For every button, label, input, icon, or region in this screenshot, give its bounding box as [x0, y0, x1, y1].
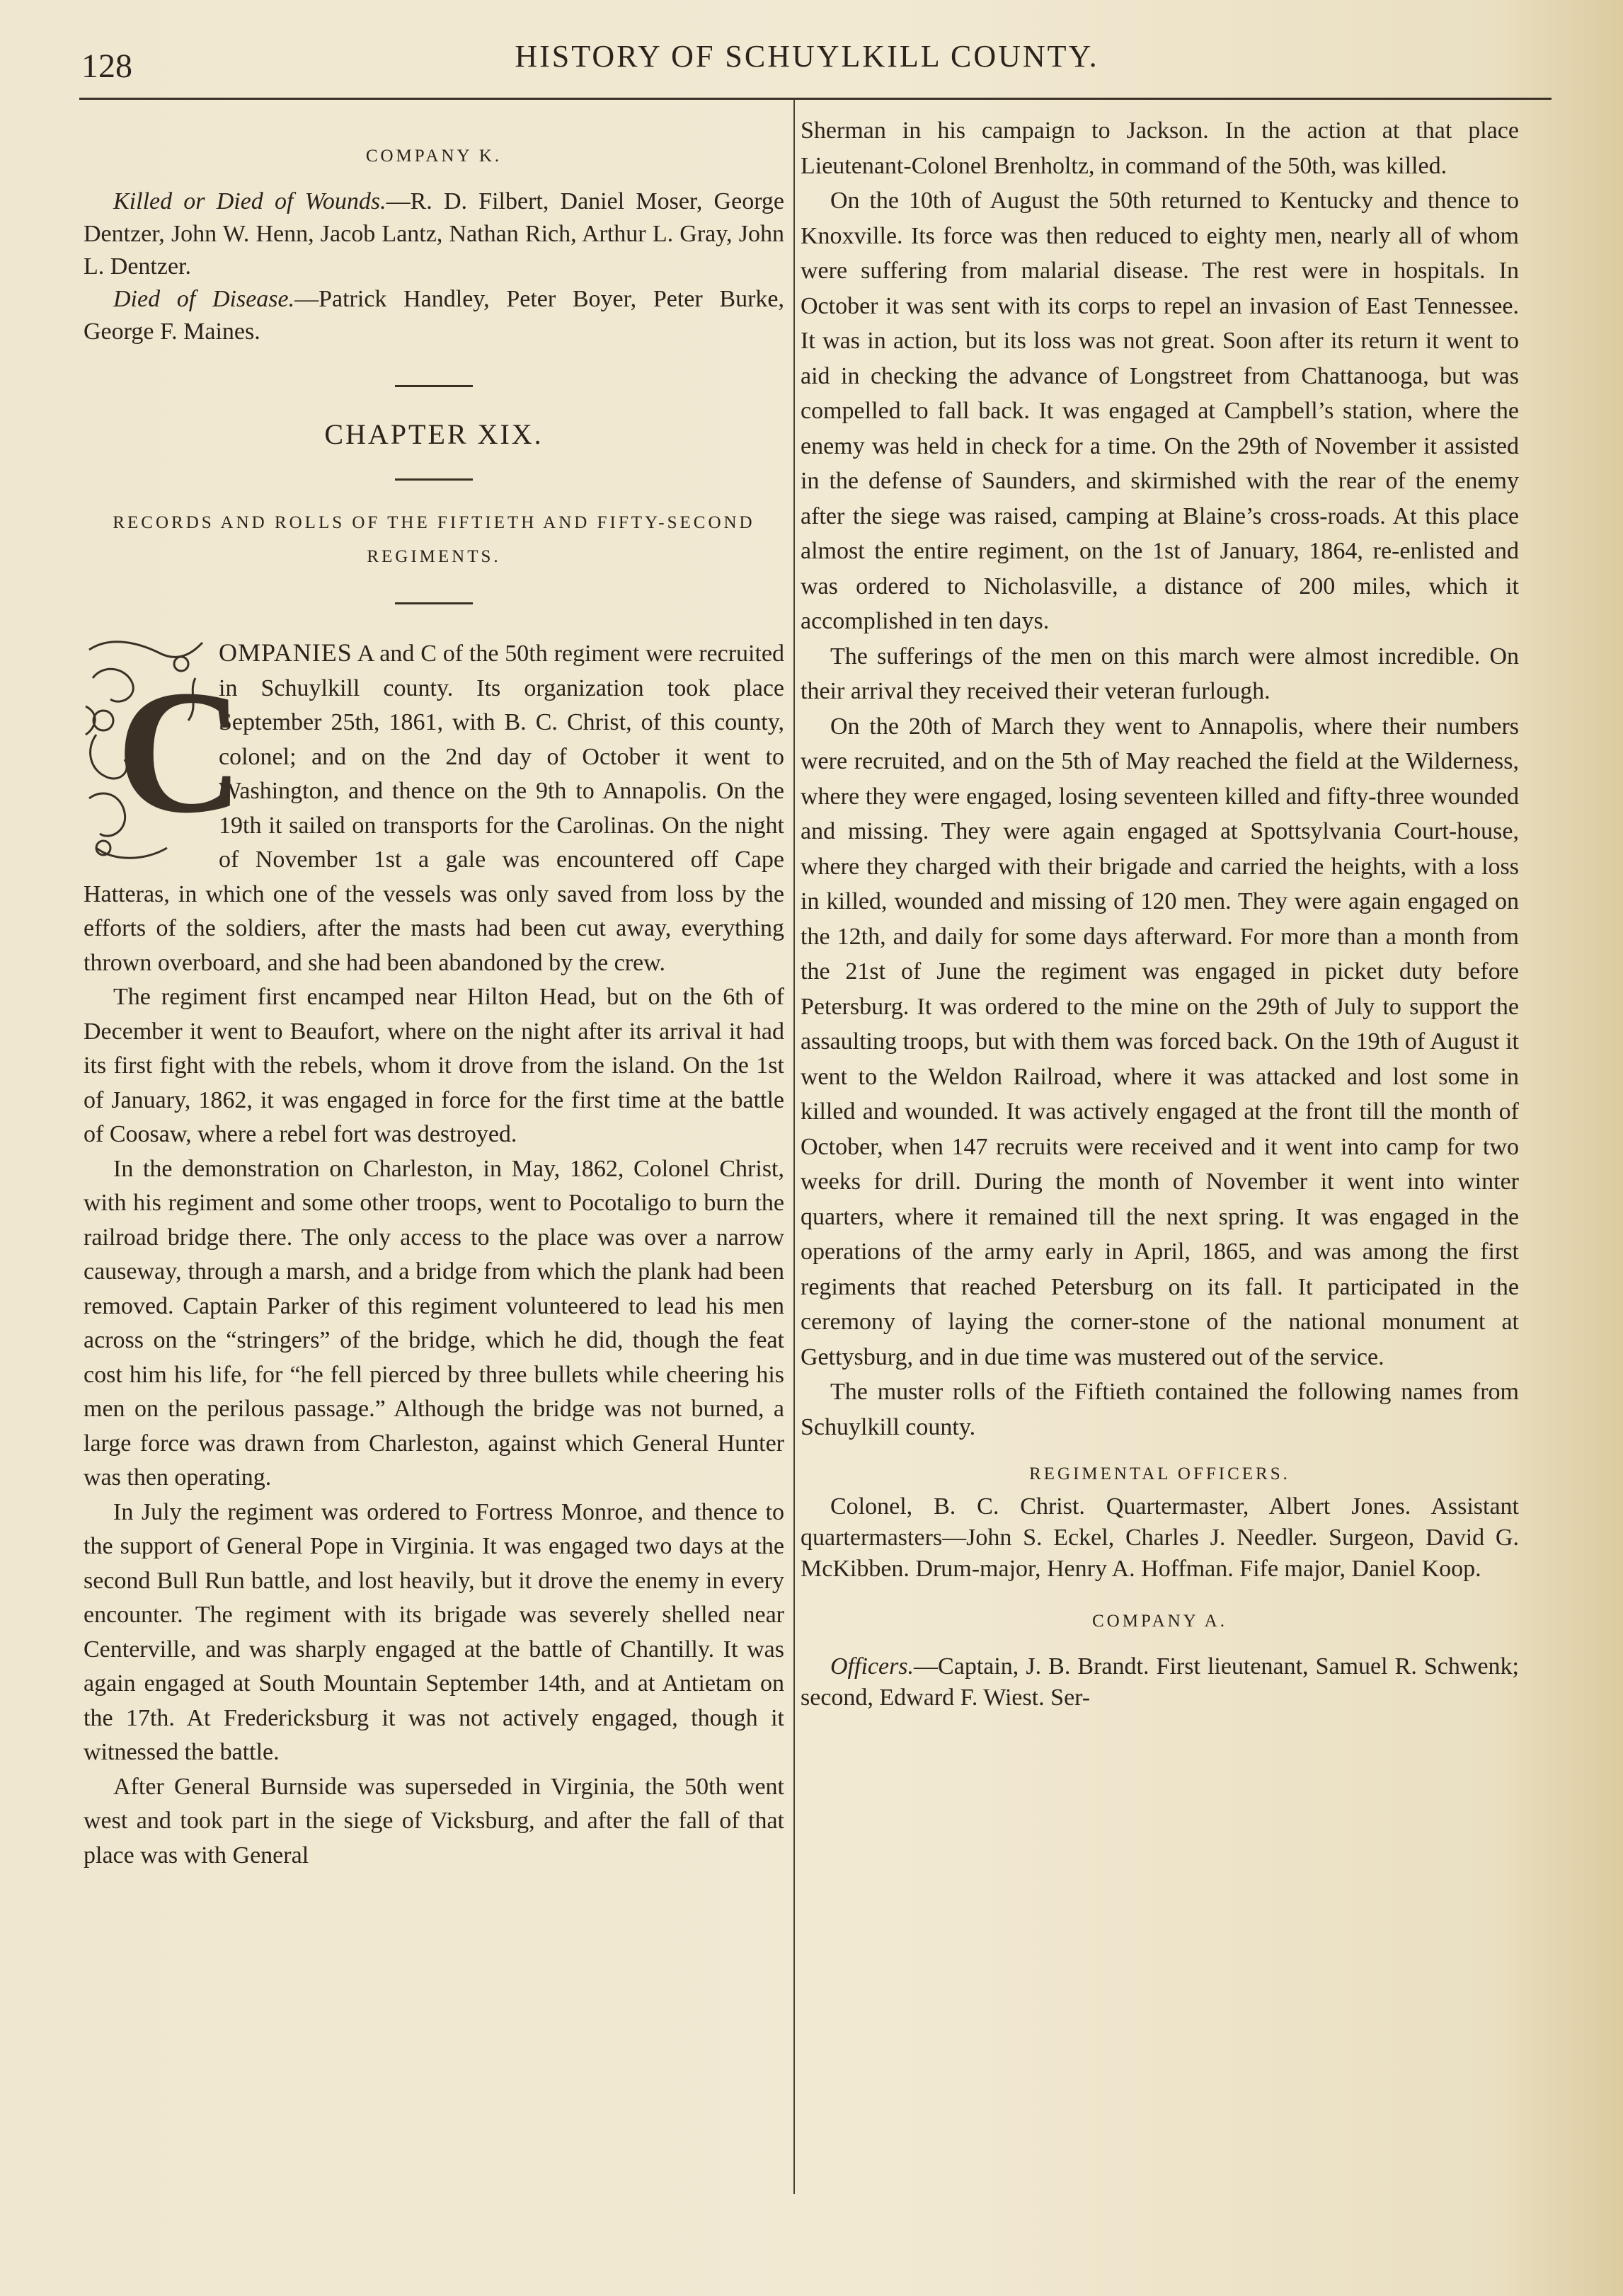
paragraph-1-text: A and C of the 50th regiment were recruited in Schuylkill county. Its organization took place September 25th, 1861, with B. C. Christ, of this county, colonel; and on the 2nd day of October it went to Washington, and thence on the 9th to Annapolis. On the 19th it sailed on transports for the Carolinas. On the night of November 1st a gale was encountered off Cape Hatteras, in which one of the vessels was only saved from loss by the efforts of the soldiers, after the masts had been cut away, everything thrown overboard, and she had been abandoned by the crew.: [84, 641, 785, 976]
killed-label: Killed or Died of Wounds.: [113, 188, 386, 214]
column-divider: [793, 99, 795, 2194]
right-paragraph-2: On the 10th of August the 50th returned to Kentucky and thence to Knoxville. Its force was then reduced to eighty men, nearly all of whom were suffering from malarial disease. The rest were in hospitals. In October it was sent with its corps to repel an invasion of East Tennessee. It was in action, but its loss was not great. Soon after its return it went to aid in checking the advance of Longstreet from Chattanooga, but was compelled to fall back. It was engaged at Campbell’s station, where the enemy was held in check for a time. On the 29th of November it assisted in the defense of Saunders, and skirmished with the rear of the enemy after the siege was raised, camping at Blaine’s cross-roads. At this place almost the entire regiment, on the 1st of January, 1864, re-enlisted and was ordered to Nicholasville, a distance of 200 miles, which it accomplished in ten days.: [801, 188, 1519, 634]
lead-word: OMPANIES: [219, 638, 352, 667]
running-head: HISTORY OF SCHUYLKILL COUNTY.: [515, 39, 1099, 74]
paragraph-5: After General Burnside was superseded in Virginia, the 50th went west and took part in the siege of Vicksburg, and after the fall of that place was with General: [84, 1773, 784, 1869]
officers-names: —Captain, J. B. Brandt. First lieutenant, Samuel R. Schwenk; second, Edward F. Wiest. Ser-: [801, 1653, 1519, 1711]
officers-label: Officers.: [830, 1653, 914, 1680]
right-paragraph-3: The sufferings of the men on this march were almost incredible. On their arrival they received their veteran furlough.: [801, 643, 1519, 704]
company-k-disease: [84, 283, 784, 348]
right-paragraph-4: On the 20th of March they went to Annapolis, where their numbers were recruited, and on the 5th of May reached the field at the Wilderness, where they were engaged, losing seventeen killed and fifty-three wounded and missing. They were again engaged at Spottsylvania Court-house, where they charged with their brigade and carried the heights, with a loss in killed, wounded and missing of 120 men. They were again engaged on the 12th, and daily for some days afterward. For more than a month from the 21st of June the regiment was engaged in picket duty before Petersburg. It was ordered to the mine on the 29th of July to support the assaulting troops, but with them was forced back. On the 19th of August it went to the Weldon Railroad, where it was attacked and lost some in killed and wounded. It was actively engaged at the front till the month of October, when 147 recruits were received and it went into camp for two weeks for drill. During the month of November it went into winter quarters, where it remained till the next spring. It was engaged in the operations of the army early in April, 1865, and was among the first regiments that reached Petersburg on its fall. It participated in the ceremony of laying the corner-stone of the national monument at Gettysburg, and in due time was mustered out of the service.: [801, 713, 1519, 1370]
company-a-officers: [801, 1651, 1519, 1714]
left-column: [84, 113, 784, 1873]
killed-names: —R. D. Filbert, Daniel Moser, George Dentzer, John W. Henn, Jacob Lantz, Nathan Rich, Arthur L. Gray, John L. Dentzer.: [84, 188, 785, 280]
chapter-body: [84, 636, 784, 1873]
disease-label: Died of Disease.: [113, 285, 295, 312]
drop-cap-letter: C: [116, 654, 244, 850]
right-paragraph-1: Sherman in his campaign to Jackson. In the action at that place Lieutenant-Colonel Brenholtz, in command of the 50th, was killed.: [801, 117, 1519, 179]
header-rule: [79, 98, 1552, 100]
right-paragraph-5: The muster rolls of the Fiftieth contained the following names from Schuylkill county.: [801, 1379, 1519, 1440]
chapter-title: RECORDS AND ROLLS OF THE FIFTIETH AND FIFTY-SECOND REGIMENTS.: [113, 513, 755, 566]
company-a-heading: COMPANY A.: [1092, 1612, 1227, 1631]
chapter-heading: CHAPTER XIX.: [324, 418, 544, 450]
paragraph-2: The regiment first encamped near Hilton Head, but on the 6th of December it went to Beaufort, where on the night after its arrival it had its first fight with the rebels, whom it drove from the island. On the 1st of January, 1862, it was engaged in force for the first time at the battle of Coosaw, where a rebel fort was destroyed.: [84, 984, 784, 1147]
disease-names: —Patrick Handley, Peter Boyer, Peter Burke, George F. Maines.: [84, 285, 784, 345]
ornamental-initial: [82, 636, 244, 866]
page-number: 128: [81, 47, 132, 85]
title-rule: [395, 602, 473, 604]
regimental-officers-heading: REGIMENTAL OFFICERS.: [1029, 1464, 1290, 1483]
right-column: [801, 113, 1519, 1714]
company-k-killed: [84, 185, 784, 283]
chapter-rule: [395, 478, 473, 481]
paragraph-3: In the demonstration on Charleston, in May, 1862, Colonel Christ, with his regiment and some other troops, went to Pocotaligo to burn the railroad bridge there. The only access to the place was over a narrow causeway, through a marsh, and a bridge from which the plank had been removed. Captain Parker of this regiment volunteered to lead his men across on the “stringers” of the bridge, which he did, though the feat cost him his life, for “he fell pierced by three bullets while cheering his men on the perilous passage.” Although the bridge was not burned, a large force was drawn from Charleston, against which General Hunter was then operating.: [84, 1155, 784, 1491]
paragraph-4: In July the regiment was ordered to Fortress Monroe, and thence to the support of General Pope in Virginia. It was engaged two days at the second Bull Run battle, and lost heavily, but it drove the enemy in every encounter. The regiment with its brigade was severely shelled near Centerville, and was sharply engaged at the battle of Chantilly. It was again engaged at South Mountain September 14th, and at Antietam on the 17th. At Fredericksburg it was not actively engaged, though it witnessed the battle.: [84, 1498, 784, 1765]
regimental-officers-text: Colonel, B. C. Christ. Quartermaster, Albert Jones. Assistant quartermasters—John S. Eckel, Charles J. Needler. Surgeon, David G. McKibben. Drum-major, Henry A. Hoffman. Fife major, Daniel Koop.: [801, 1493, 1519, 1582]
section-rule: [395, 385, 473, 387]
company-k-heading: COMPANY K.: [365, 147, 503, 166]
